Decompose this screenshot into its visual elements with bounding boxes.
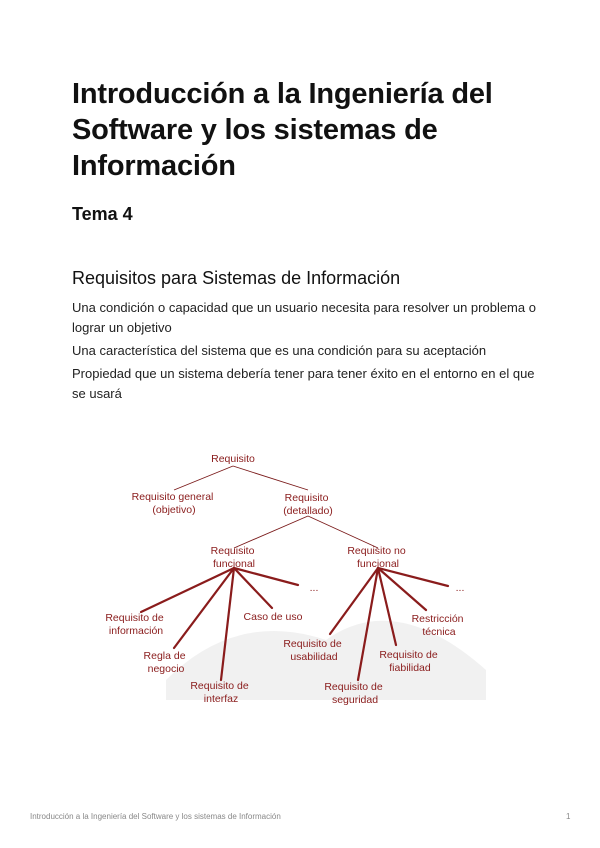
node-regla-negocio: Regla de negocio bbox=[143, 650, 186, 675]
node-requisito-seguridad: Requisito de seguridad bbox=[324, 681, 383, 706]
paragraph-definition-3: Propiedad que un sistema debería tener para tener éxito en el entorno en el que se usará bbox=[72, 366, 535, 401]
node-requisito-fiabilidad: Requisito de fiabilidad bbox=[379, 649, 438, 674]
edge-detallado-nofuncional bbox=[308, 516, 378, 548]
node-ellipsis-no-funcional: ... bbox=[455, 582, 465, 594]
node-requisito-interfaz: Requisito de interfaz bbox=[190, 680, 249, 705]
edge-detallado-funcional bbox=[234, 516, 308, 548]
node-requisito-usabilidad: Requisito de usabilidad bbox=[283, 638, 342, 663]
edge-requisito-detallado bbox=[233, 466, 308, 490]
node-caso-de-uso: Caso de uso bbox=[243, 611, 303, 623]
requirements-tree-diagram bbox=[96, 440, 496, 720]
node-requisito-informacion: Requisito de información bbox=[105, 612, 164, 637]
document-subtitle: Tema 4 bbox=[72, 204, 133, 224]
node-ellipsis-funcional: ... bbox=[309, 582, 319, 594]
footer-text: Introducción a la Ingeniería del Software y los sistemas de Información bbox=[30, 812, 281, 821]
document-title: Introducción a la Ingeniería del Software y los sistemas de Información bbox=[72, 78, 493, 182]
node-restriccion-tecnica: Restricción técnica bbox=[411, 613, 464, 638]
edge-funcional-ellipsis bbox=[234, 568, 298, 585]
page-number: 1 bbox=[566, 812, 571, 821]
section-heading: Requisitos para Sistemas de Información bbox=[72, 268, 401, 288]
edge-requisito-general bbox=[174, 466, 233, 490]
edge-funcional-informacion bbox=[141, 568, 234, 612]
node-requisito-detallado: Requisito (detallado) bbox=[283, 492, 333, 517]
requirements-tree-svg bbox=[96, 440, 496, 720]
node-requisito: Requisito bbox=[211, 453, 255, 465]
node-requisito-no-funcional: Requisito no funcional bbox=[347, 545, 406, 570]
paragraph-definition-1: Una condición o capacidad que un usuario necesita para resolver un problema o lograr un objetivo bbox=[72, 300, 536, 335]
node-requisito-general: Requisito general (objetivo) bbox=[131, 491, 214, 516]
node-requisito-funcional: Requisito funcional bbox=[210, 545, 256, 570]
paragraph-definition-2: Una característica del sistema que es una condición para su aceptación bbox=[72, 343, 487, 358]
